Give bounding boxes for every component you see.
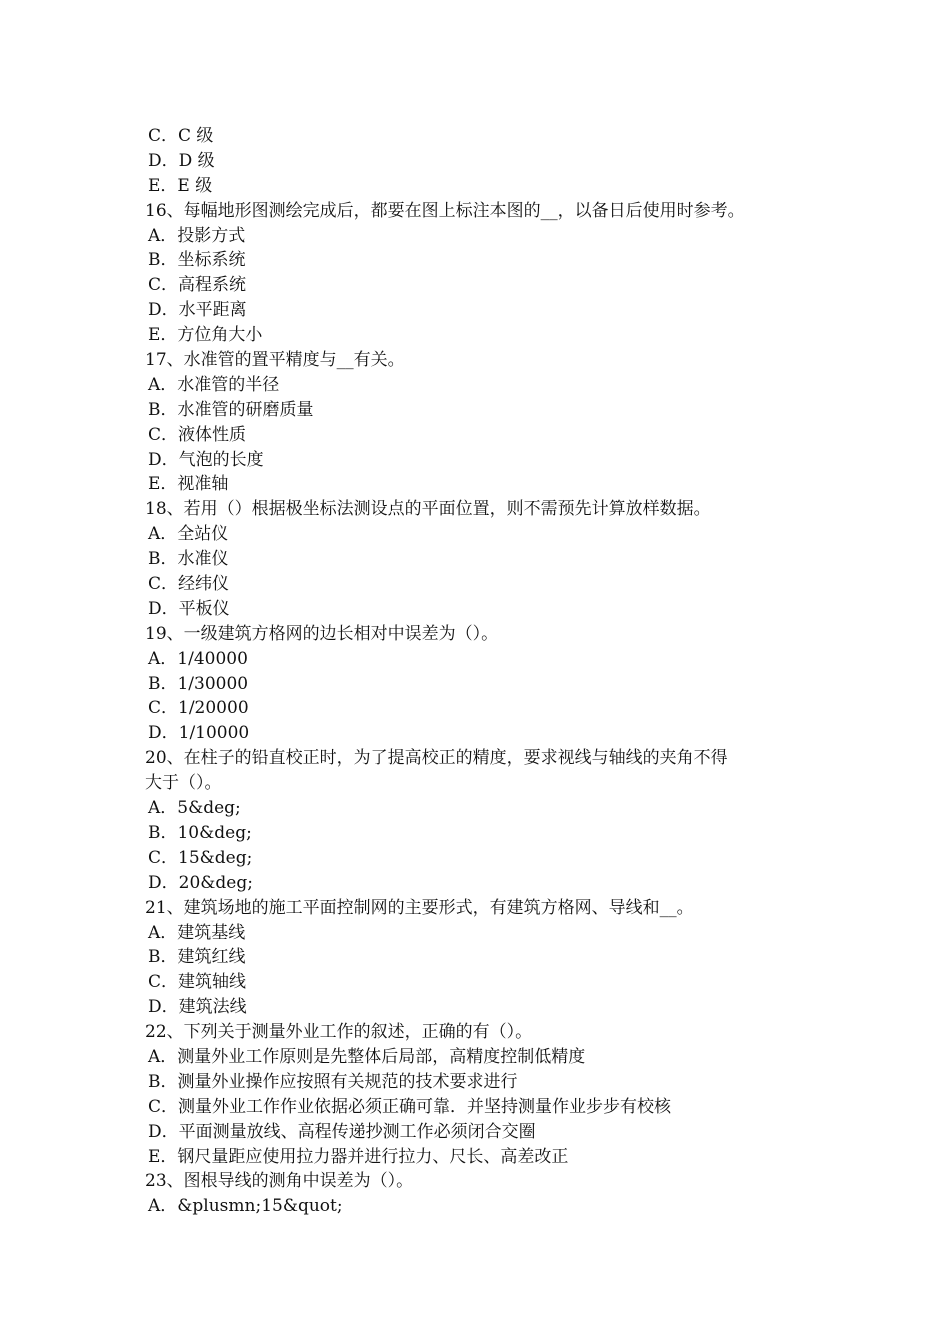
option-line: D．1/10000 [148,723,250,744]
option-line: E．E 级 [148,175,213,196]
option-line: A．测量外业工作原则是先整体后局部，高精度控制低精度 [148,1046,586,1067]
option-line: A．&plusmn;15&quot; [148,1196,343,1217]
question-line-continued: 大于（）。 [145,773,222,794]
option-line: B．水准仪 [148,549,229,570]
question-line: 23、图根导线的测角中误差为（）。 [145,1171,414,1192]
option-line: B．测量外业操作应按照有关规范的技术要求进行 [148,1071,518,1092]
option-line: B．10&deg; [148,822,252,843]
option-line: D．D 级 [148,150,215,171]
option-line: A．水准管的半径 [148,374,280,395]
option-line: C．15&deg; [148,847,253,868]
option-line: C．建筑轴线 [148,972,247,993]
option-line: E．视准轴 [148,474,229,495]
question-line: 19、一级建筑方格网的边长相对中误差为（）。 [145,623,499,644]
option-line: B．坐标系统 [148,250,246,271]
question-line: 16、每幅地形图测绘完成后，都要在图上标注本图的__，以备日后使用时参考。 [145,200,745,221]
option-line: D．水平距离 [148,300,247,321]
question-line: 18、若用（）根据极坐标法测设点的平面位置，则不需预先计算放样数据。 [145,499,711,520]
question-line: 22、下列关于测量外业工作的叙述，正确的有（）。 [145,1022,533,1043]
option-line: D．建筑法线 [148,997,247,1018]
option-line: B．建筑红线 [148,947,246,968]
option-line: A．5&deg; [148,798,241,819]
option-line: B．1/30000 [148,673,249,694]
option-line: D．20&deg; [148,872,253,893]
option-line: C．C 级 [148,126,214,146]
option-line: E．钢尺量距应使用拉力器并进行拉力、尺长、高差改正 [148,1146,569,1167]
option-line: C．经纬仪 [148,574,230,595]
option-line: D．平面测量放线、高程传递抄测工作必须闭合交圈 [148,1121,536,1142]
option-line: D．平板仪 [148,598,230,619]
option-line: C．高程系统 [148,275,247,296]
option-line: C．液体性质 [148,424,247,445]
option-line: B．水准管的研磨质量 [148,399,314,420]
option-line: D．气泡的长度 [148,449,264,470]
option-line: C．1/20000 [148,698,249,719]
option-line: A．1/40000 [148,648,248,669]
question-line: 17、水准管的置平精度与__有关。 [145,350,405,371]
option-line: E．方位角大小 [148,325,263,346]
question-line: 20、在柱子的铅直校正时，为了提高校正的精度，要求视线与轴线的夹角不得 [145,748,728,769]
question-line: 21、建筑场地的施工平面控制网的主要形式，有建筑方格网、导线和__。 [145,897,694,918]
option-line: A．建筑基线 [148,922,246,943]
option-line: A．投影方式 [148,225,246,246]
document-page [145,124,825,1219]
option-line: A．全站仪 [148,524,229,545]
option-line: C．测量外业工作作业依据必须正确可靠．并坚持测量作业步步有校核 [148,1096,672,1117]
